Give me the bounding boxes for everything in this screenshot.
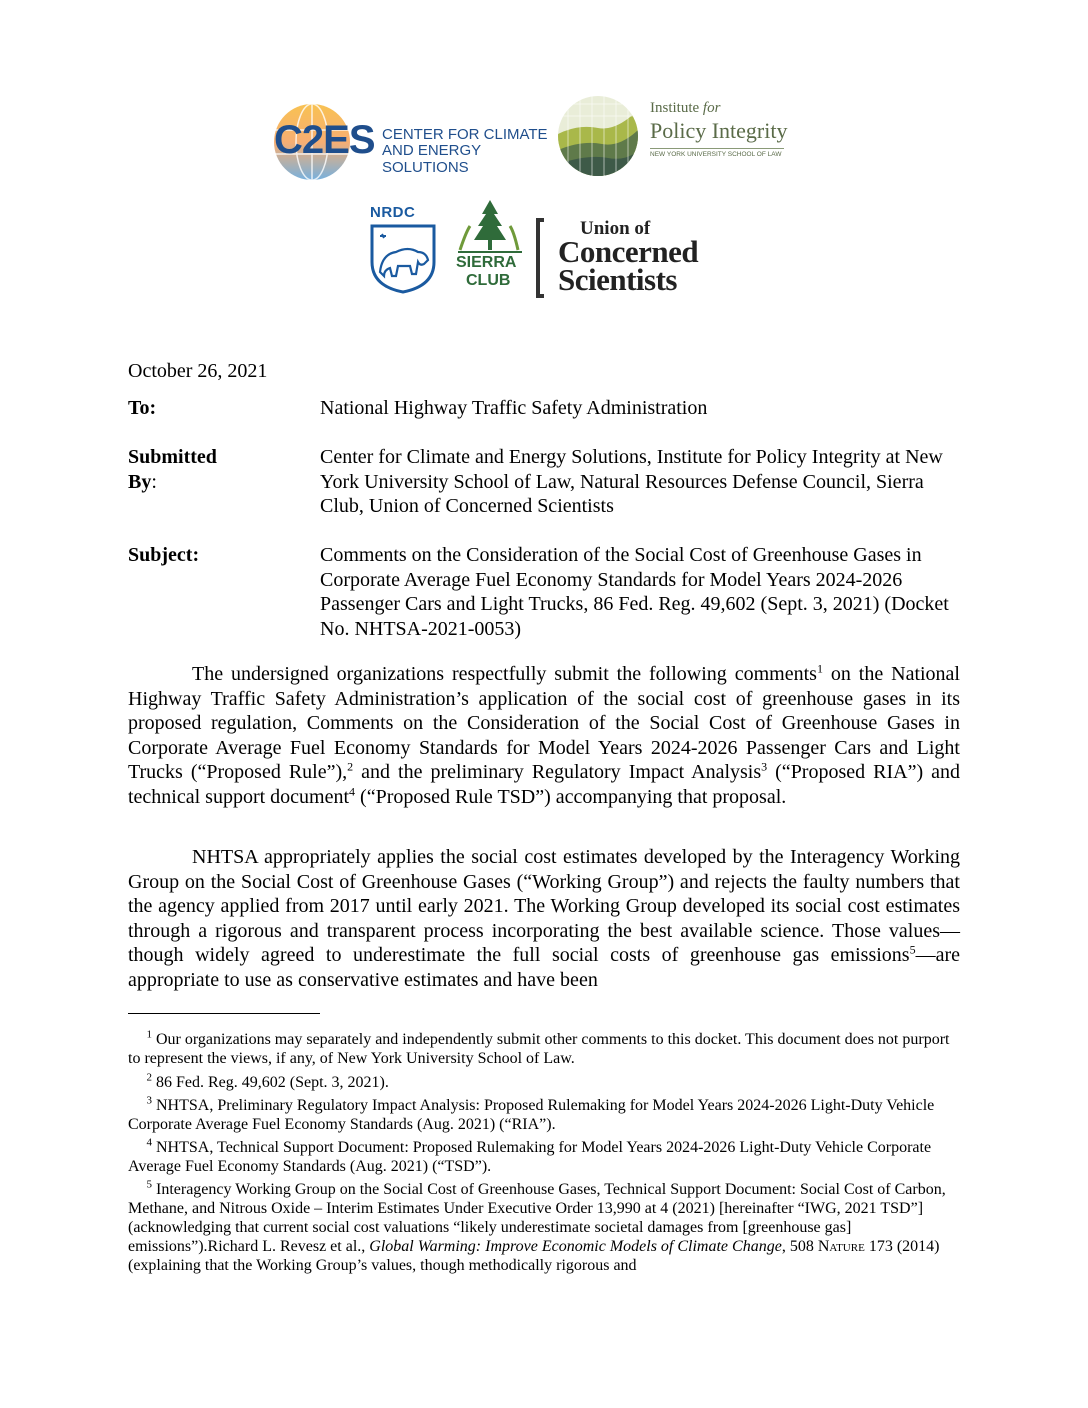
ipi-line1 — [650, 100, 720, 117]
paragraph-1-text-c: and the preliminary Regulatory Impact Analysis — [353, 761, 762, 783]
paragraph-2 — [128, 845, 960, 992]
ipi-line1-word: Institute — [650, 100, 703, 116]
ucs-logo — [536, 218, 746, 302]
submitted-by-value: Center for Climate and Energy Solutions, Institute for Policy Integrity at New York University School of Law, Natural Resources Defense Council, Sierra Club, Union of Concerned Scientists — [320, 446, 943, 517]
footnote-5-text-c: 173 (2014) (explaining that the Working Group’s values, though methodically rigorous and — [128, 1238, 940, 1274]
paragraph-2-text-b: —are appropriate to use as conservative estimates and have been — [128, 944, 960, 991]
subject-label: Subject: — [128, 544, 200, 566]
footnote-ref-5[interactable]: 5 — [909, 942, 916, 957]
paragraph-1-text-a: The undersigned organizations respectfully submit the following comments — [192, 663, 817, 685]
footnote-2-text: 86 Fed. Reg. 49,602 (Sept. 3, 2021). — [156, 1074, 389, 1091]
sierra-line1: SIERRA — [456, 254, 517, 271]
ipi-logo — [558, 94, 798, 180]
footnote-separator — [128, 1013, 320, 1014]
paragraph-2-text-a: NHTSA appropriately applies the social cost estimates developed by the Interagency Working Group on the Social Cost of Greenhouse Gases (“Working Group”) and rejects the faulty numbers that the agency applied from 2017 until early 2021. The Working Group developed its social cost estimates through a rigorous and transparent process incorporating the best available science. Those values—though widely agreed to underestimate the full social costs of greenhouse gas emissions — [128, 846, 960, 966]
to-value: National Highway Traffic Safety Administration — [320, 397, 708, 419]
footnote-5-journal: Nature — [817, 1238, 865, 1255]
footnote-5 — [128, 1180, 960, 1275]
footnote-4-text: NHTSA, Technical Support Document: Proposed Rulemaking for Model Years 2024-2026 Light-Duty Vehicle Corporate Average Fuel Economy Standards (Aug. 2021) (“TSD”). — [128, 1139, 932, 1175]
sierra-club-logo — [452, 196, 528, 292]
ucs-line1: Union of — [580, 218, 651, 239]
footnote-5-number — [128, 1180, 152, 1199]
footnote-3-number-text: 3 — [146, 1094, 152, 1107]
footnote-1-number — [128, 1030, 152, 1049]
submitted-by-colon: : — [151, 470, 157, 493]
footnote-ref-2[interactable]: 2 — [347, 759, 354, 774]
ipi-divider — [650, 148, 784, 149]
footnote-2 — [128, 1073, 960, 1092]
sierra-tree-icon — [452, 196, 528, 256]
footnote-5-article-title: Global Warming: Improve Economic Models of Climate Change — [369, 1238, 782, 1255]
footnote-ref-3[interactable]: 3 — [761, 759, 768, 774]
footnote-3 — [128, 1096, 960, 1134]
c2es-mark: C2ES — [274, 118, 375, 162]
footnote-5-text-b: , 508 — [781, 1238, 818, 1255]
footnote-5-text-a: Interagency Working Group on the Social Cost of Greenhouse Gases, Technical Support Document: Social Cost of Carbon, Methane, and Nitrous Oxide – Interim Estimates Under Executive Order 13,990 at 4 (2021) [hereinafter “IWG, 2021 TSD”] (acknowledging that current social cost valuations “likely underestimate societal damages from [greenhouse gas] emissions”).Richard L. Revesz et al., — [128, 1181, 946, 1255]
c2es-line2: AND ENERGY SOLUTIONS — [382, 142, 481, 176]
footnote-1 — [128, 1030, 960, 1068]
footnote-ref-4[interactable]: 4 — [349, 783, 356, 798]
footnote-4-number — [128, 1138, 152, 1157]
footnote-1-text: Our organizations may separately and independently submit other comments to this docket. This document does not purport to represent the views, if any, of New York University School of Law. — [128, 1031, 950, 1067]
ucs-bracket — [536, 218, 544, 298]
sierra-line2: CLUB — [466, 272, 511, 289]
footnote-3-number — [128, 1096, 152, 1115]
paragraph-1-text-b: on the National Highway Traffic Safety Administration’s application of the social cost of greenhouse gases in its proposed regulation, Comments on the Consideration of the Social Cost of Greenhouse Gases in Corporate Average Fuel Economy Standards for Model Years 2024-2026 Passenger Cars and Light Trucks (“Proposed Rule”), — [128, 663, 960, 783]
c2es-logo — [270, 100, 550, 184]
to-label: To: — [128, 397, 157, 419]
letter-date: October 26, 2021 — [128, 360, 268, 382]
paragraph-1-text-d: (“Proposed RIA”) and technical support document — [128, 761, 961, 808]
nrdc-text: NRDC — [370, 204, 416, 221]
footnote-ref-1[interactable]: 1 — [816, 661, 823, 676]
ipi-emblem-icon — [558, 94, 644, 180]
nrdc-bear-icon — [368, 222, 440, 294]
footnote-5-number-text: 5 — [146, 1178, 152, 1191]
footnote-4-number-text: 4 — [146, 1136, 152, 1149]
subject-value: Comments on the Consideration of the Social Cost of Greenhouse Gases in Corporate Average Fuel Economy Standards for Model Years 2024-2026 Passenger Cars and Light Trucks, 86 Fed. Reg. 49,602 (Sept. 3, 2021) (Docket No. NHTSA-2021-0053) — [320, 544, 949, 640]
nrdc-logo — [368, 204, 440, 296]
c2es-line1: CENTER FOR CLIMATE — [382, 126, 548, 143]
paragraph-1 — [128, 662, 960, 809]
ucs-line2: Concerned — [558, 234, 699, 269]
footnote-1-number-text: 1 — [146, 1028, 152, 1041]
ipi-line2: Policy Integrity — [650, 118, 788, 143]
ipi-line1-for: for — [702, 100, 721, 116]
footnote-3-text: NHTSA, Preliminary Regulatory Impact Analysis: Proposed Rulemaking for Model Years 2024-2026 Light-Duty Vehicle Corporate Average Fuel Economy Standards (Aug. 2021) (“RIA”). — [128, 1097, 935, 1133]
footnote-4 — [128, 1138, 960, 1176]
submitted-by-label-text: Submitted By — [128, 446, 217, 493]
footnote-2-number — [128, 1073, 152, 1092]
logo-banner — [0, 0, 1088, 320]
footnote-2-number-text: 2 — [146, 1071, 152, 1084]
paragraph-1-text-e: (“Proposed Rule TSD”) accompanying that proposal. — [355, 785, 787, 808]
ucs-line3: Scientists — [558, 262, 677, 297]
submitted-by-label — [128, 445, 217, 494]
ipi-line3: NEW YORK UNIVERSITY SCHOOL OF LAW — [650, 151, 782, 158]
